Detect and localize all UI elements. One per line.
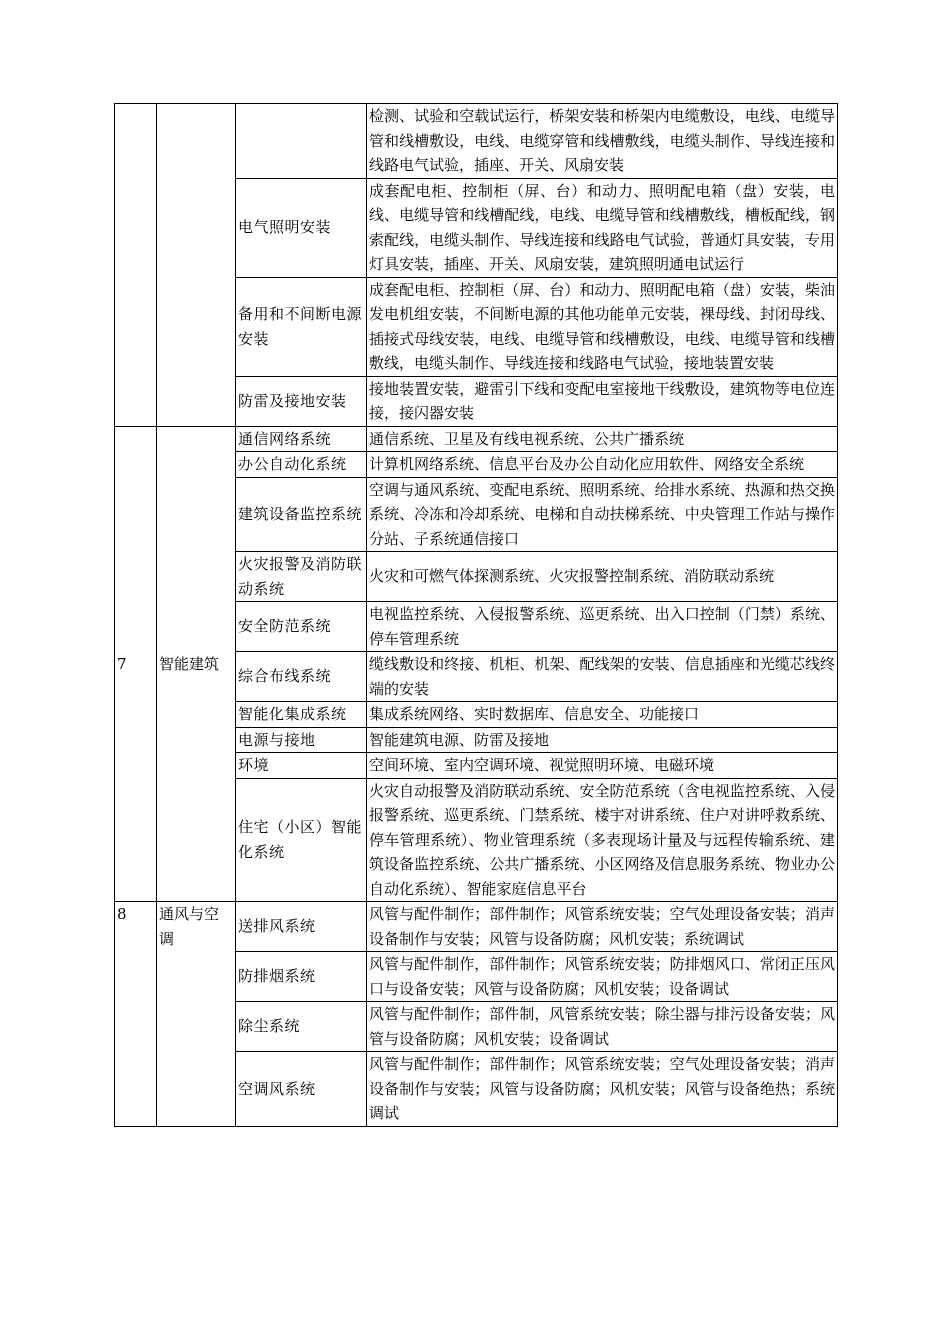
content-cell: 风管与配件制作；部件制作；风管系统安装；空气处理设备安装；消声设备制作与安装；风管与设备防腐；风机安装；风管与设备绝热；系统调试 [367, 1052, 838, 1127]
item-number-cell: 7 [115, 426, 157, 902]
content-cell: 接地装置安装，避雷引下线和变配电室接地干线敷设，建筑物等电位连接，接闪器安装 [367, 376, 838, 426]
content-cell: 电视监控系统、入侵报警系统、巡更系统、出入口控制（门禁）系统、停车管理系统 [367, 602, 838, 652]
content-cell: 成套配电柜、控制柜（屏、台）和动力、照明配电箱（盘）安装，柴油发电机组安装，不间断电源的其他功能单元安装，裸母线、封闭母线、插接式母线安装，电线、电缆导管和线槽敷设，电线、电缆导管和线槽敷线，电缆头制作、导线连接和线路电气试验，接地装置安装 [367, 277, 838, 376]
table-body [115, 104, 838, 1127]
content-cell: 集成系统网络、实时数据库、信息安全、功能接口 [367, 702, 838, 728]
item-number-cell: 8 [115, 902, 157, 1127]
subsection-cell: 火灾报警及消防联动系统 [236, 552, 367, 602]
subsection-cell: 办公自动化系统 [236, 452, 367, 478]
content-cell: 检测、试验和空载试运行，桥架安装和桥架内电缆敷设，电线、电缆导管和线槽敷设，电线、电缆穿管和线槽敷线，电缆头制作、导线连接和线路电气试验，插座、开关、风扇安装 [367, 104, 838, 179]
content-cell: 成套配电柜、控制柜（屏、台）和动力、照明配电箱（盘）安装，电线、电缆导管和线槽配线，电线、电缆导管和线槽敷线，槽板配线，钢索配线，电缆头制作、导线连接和线路电气试验，普通灯具安装，专用灯具安装，插座、开关、风扇安装，建筑照明通电试运行 [367, 178, 838, 277]
content-cell: 火灾和可燃气体探测系统、火灾报警控制系统、消防联动系统 [367, 552, 838, 602]
subsection-cell: 综合布线系统 [236, 652, 367, 702]
content-cell: 智能建筑电源、防雷及接地 [367, 727, 838, 753]
subsection-cell: 安全防范系统 [236, 602, 367, 652]
table-row [115, 902, 838, 952]
table-row [115, 426, 838, 452]
subsection-cell: 电源与接地 [236, 727, 367, 753]
content-cell: 通信系统、卫星及有线电视系统、公共广播系统 [367, 426, 838, 452]
subsection-cell: 环境 [236, 753, 367, 779]
subsection-cell: 防排烟系统 [236, 952, 367, 1002]
content-cell: 空调与通风系统、变配电系统、照明系统、给排水系统、热源和热交换系统、冷冻和冷却系统、电梯和自动扶梯系统、中央管理工作站与操作分站、子系统通信接口 [367, 477, 838, 552]
subsection-cell: 送排风系统 [236, 902, 367, 952]
section-name-cell [157, 104, 236, 427]
content-cell: 火灾自动报警及消防联动系统、安全防范系统（含电视监控系统、入侵报警系统、巡更系统、门禁系统、楼宇对讲系统、住户对讲呼救系统、停车管理系统）、物业管理系统（多表现场计量及与远程传输系统、建筑设备监控系统、公共广播系统、小区网络及信息服务系统、物业办公自动化系统）、智能家庭信息平台 [367, 778, 838, 902]
content-cell: 风管与配件制作，部件制作；风管系统安装；防排烟风口、常闭正压风口与设备安装；风管与设备防腐；风机安装；设备调试 [367, 952, 838, 1002]
table-row [115, 104, 838, 179]
subsection-cell: 空调风系统 [236, 1052, 367, 1127]
content-cell: 空间环境、室内空调环境、视觉照明环境、电磁环境 [367, 753, 838, 779]
content-cell: 风管与配件制作；部件制，风管系统安装；除尘器与排污设备安装；风管与设备防腐；风机安装；设备调试 [367, 1002, 838, 1052]
item-number-cell [115, 104, 157, 427]
section-name-cell: 通风与空调 [157, 902, 236, 1127]
subsection-cell: 建筑设备监控系统 [236, 477, 367, 552]
subsection-cell: 通信网络系统 [236, 426, 367, 452]
content-cell: 缆线敷设和终接、机柜、机架、配线架的安装、信息插座和光缆芯线终端的安装 [367, 652, 838, 702]
section-name-cell: 智能建筑 [157, 426, 236, 902]
subsection-cell [236, 104, 367, 179]
subsection-cell: 智能化集成系统 [236, 702, 367, 728]
subsection-cell: 电气照明安装 [236, 178, 367, 277]
subsection-cell: 防雷及接地安装 [236, 376, 367, 426]
content-cell: 计算机网络系统、信息平台及办公自动化应用软件、网络安全系统 [367, 452, 838, 478]
content-table [114, 103, 838, 1127]
subsection-cell: 住宅（小区）智能化系统 [236, 778, 367, 902]
content-cell: 风管与配件制作；部件制作；风管系统安装；空气处理设备安装；消声设备制作与安装；风管与设备防腐；风机安装；系统调试 [367, 902, 838, 952]
subsection-cell: 除尘系统 [236, 1002, 367, 1052]
subsection-cell: 备用和不间断电源安装 [236, 277, 367, 376]
